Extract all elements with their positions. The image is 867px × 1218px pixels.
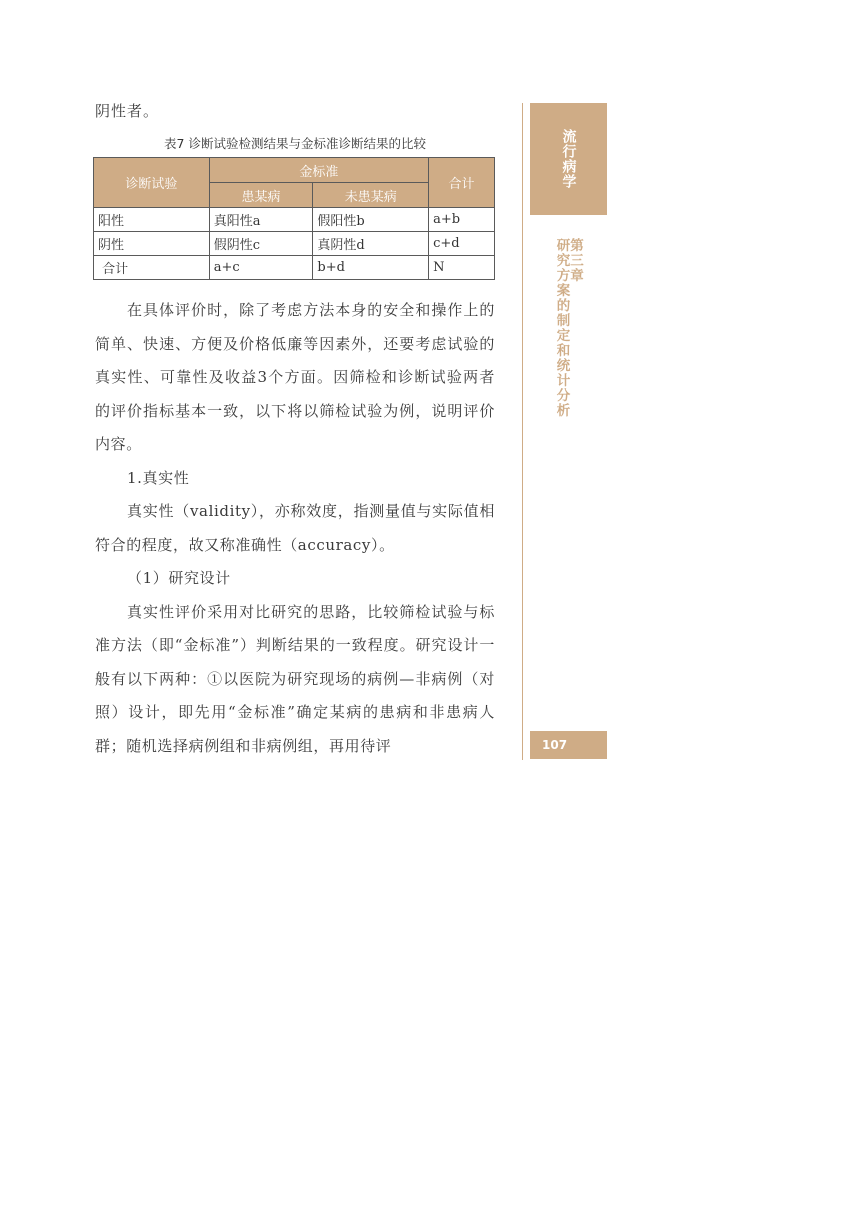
- table-cell: 真阳性a: [209, 208, 313, 232]
- comparison-table: [93, 157, 495, 280]
- table-row: [94, 256, 495, 280]
- paragraph: 真实性评价采用对比研究的思路，比较筛检试验与标准方法（即“金标准”）判断结果的一致程度。研究设计一般有以下两种：①以医院为研究现场的病例—非病例（对照）设计，即先用“金标准”确定某病的患病和非患病人群；随机选择病例组和非病例组，再用待评: [95, 602, 495, 755]
- paragraph: 在具体评价时，除了考虑方法本身的安全和操作上的简单、快速、方便及价格低廉等因素外，还要考虑试验的真实性、可靠性及收益3个方面。因筛检和诊断试验两者的评价指标基本一致，以下将以筛检试验为例，说明评价内容。: [95, 301, 495, 453]
- table-cell: 假阴性c: [209, 232, 313, 256]
- lead-line: 阴性者。: [95, 102, 160, 120]
- header-gold-standard: 金标准: [209, 158, 428, 183]
- table-cell: 阳性: [94, 208, 210, 232]
- table-cell: c+d: [429, 232, 495, 256]
- table-caption: 表7 诊断试验检测结果与金标准诊断结果的比较: [164, 136, 426, 151]
- body-text: [95, 294, 495, 763]
- book-title-tab: [530, 103, 607, 215]
- table-cell: a+c: [209, 256, 313, 280]
- table-row: [94, 232, 495, 256]
- table-row: [94, 208, 495, 232]
- header-diagnostic-test: 诊断试验: [94, 158, 210, 208]
- chapter-title: 研究方案的制定和统计分析: [553, 238, 570, 418]
- table-cell: a+b: [429, 208, 495, 232]
- table-cell: 真阴性d: [313, 232, 429, 256]
- table-cell: 假阳性b: [313, 208, 429, 232]
- subsection-heading: （1）研究设计: [127, 569, 231, 587]
- header-sick: 患某病: [209, 183, 313, 208]
- page-number: 107: [530, 731, 607, 759]
- chapter-label: [554, 238, 581, 418]
- header-not-sick: 未患某病: [313, 183, 429, 208]
- table-cell: b+d: [313, 256, 429, 280]
- table-cell: 阴性: [94, 232, 210, 256]
- header-total: 合计: [429, 158, 495, 208]
- table-cell: N: [429, 256, 495, 280]
- margin-divider: [522, 103, 523, 760]
- chapter-number: 第三章: [567, 238, 583, 283]
- section-heading: 1.真实性: [127, 468, 190, 487]
- paragraph: 真实性（validity），亦称效度，指测量值与实际值相符合的程度，故又称准确性（accuracy）。: [95, 502, 495, 554]
- table-cell: 合计: [94, 256, 210, 280]
- book-title: 流行病学: [560, 129, 577, 189]
